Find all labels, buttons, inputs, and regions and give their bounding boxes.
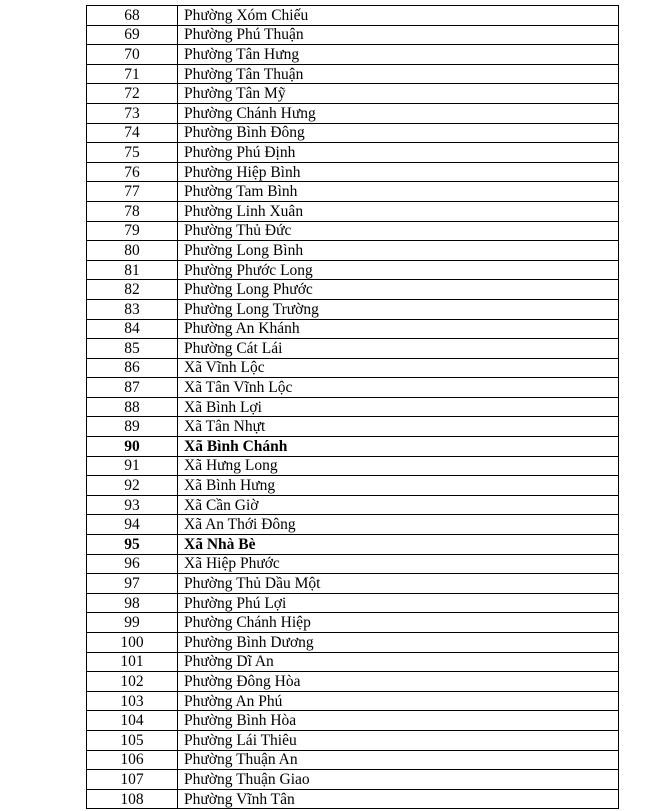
unit-name: Phường Tân Mỹ bbox=[178, 84, 619, 104]
unit-name: Phường An Khánh bbox=[178, 319, 619, 339]
row-number: 98 bbox=[87, 593, 178, 613]
row-number: 88 bbox=[87, 397, 178, 417]
unit-name: Phường Thuận Giao bbox=[178, 770, 619, 790]
unit-name: Phường Chánh Hiệp bbox=[178, 613, 619, 633]
row-number: 74 bbox=[87, 123, 178, 143]
table-row bbox=[87, 652, 619, 672]
row-number: 83 bbox=[87, 299, 178, 319]
row-number: 79 bbox=[87, 221, 178, 241]
row-number: 87 bbox=[87, 378, 178, 398]
table-row bbox=[87, 339, 619, 359]
administrative-units-table bbox=[86, 5, 619, 809]
unit-name: Xã Tân Nhựt bbox=[178, 417, 619, 437]
table-row bbox=[87, 633, 619, 653]
unit-name: Xã Nhà Bè bbox=[178, 535, 619, 555]
table-row bbox=[87, 84, 619, 104]
table-row bbox=[87, 319, 619, 339]
unit-name: Xã Vĩnh Lộc bbox=[178, 358, 619, 378]
row-number: 78 bbox=[87, 201, 178, 221]
row-number: 70 bbox=[87, 45, 178, 65]
row-number: 81 bbox=[87, 260, 178, 280]
unit-name: Xã Bình Chánh bbox=[178, 437, 619, 457]
unit-name: Phường Đông Hòa bbox=[178, 672, 619, 692]
table-row bbox=[87, 770, 619, 790]
table-row bbox=[87, 711, 619, 731]
unit-name: Xã Bình Hưng bbox=[178, 476, 619, 496]
table-row bbox=[87, 730, 619, 750]
row-number: 72 bbox=[87, 84, 178, 104]
row-number: 86 bbox=[87, 358, 178, 378]
row-number: 91 bbox=[87, 456, 178, 476]
row-number: 89 bbox=[87, 417, 178, 437]
unit-name: Phường Long Phước bbox=[178, 280, 619, 300]
table-row bbox=[87, 123, 619, 143]
unit-name: Xã Hưng Long bbox=[178, 456, 619, 476]
table-row bbox=[87, 515, 619, 535]
unit-name: Phường Cát Lái bbox=[178, 339, 619, 359]
table-row bbox=[87, 103, 619, 123]
table-row bbox=[87, 456, 619, 476]
row-number: 95 bbox=[87, 535, 178, 555]
row-number: 82 bbox=[87, 280, 178, 300]
row-number: 92 bbox=[87, 476, 178, 496]
table-body bbox=[87, 6, 619, 809]
row-number: 73 bbox=[87, 103, 178, 123]
unit-name: Phường Long Bình bbox=[178, 241, 619, 261]
unit-name: Phường Linh Xuân bbox=[178, 201, 619, 221]
unit-name: Phường Thuận An bbox=[178, 750, 619, 770]
row-number: 106 bbox=[87, 750, 178, 770]
table-row bbox=[87, 299, 619, 319]
table-row bbox=[87, 476, 619, 496]
unit-name: Xã Bình Lợi bbox=[178, 397, 619, 417]
table-row bbox=[87, 417, 619, 437]
row-number: 93 bbox=[87, 495, 178, 515]
table-row bbox=[87, 221, 619, 241]
row-number: 80 bbox=[87, 241, 178, 261]
table-row bbox=[87, 535, 619, 555]
row-number: 100 bbox=[87, 633, 178, 653]
unit-name: Phường Thủ Đức bbox=[178, 221, 619, 241]
row-number: 90 bbox=[87, 437, 178, 457]
unit-name: Phường Bình Hòa bbox=[178, 711, 619, 731]
table-row bbox=[87, 378, 619, 398]
unit-name: Xã Cần Giờ bbox=[178, 495, 619, 515]
table-row bbox=[87, 162, 619, 182]
row-number: 104 bbox=[87, 711, 178, 731]
table-row bbox=[87, 691, 619, 711]
unit-name: Phường Tam Bình bbox=[178, 182, 619, 202]
table-row bbox=[87, 554, 619, 574]
unit-name: Phường Hiệp Bình bbox=[178, 162, 619, 182]
table-row bbox=[87, 593, 619, 613]
unit-name: Phường Bình Đông bbox=[178, 123, 619, 143]
unit-name: Phường Lái Thiêu bbox=[178, 730, 619, 750]
unit-name: Phường Thủ Dầu Một bbox=[178, 574, 619, 594]
unit-name: Phường Tân Hưng bbox=[178, 45, 619, 65]
unit-name: Phường Xóm Chiếu bbox=[178, 6, 619, 26]
unit-name: Phường Long Trường bbox=[178, 299, 619, 319]
table-row bbox=[87, 260, 619, 280]
row-number: 85 bbox=[87, 339, 178, 359]
row-number: 97 bbox=[87, 574, 178, 594]
unit-name: Phường Phú Thuận bbox=[178, 25, 619, 45]
row-number: 76 bbox=[87, 162, 178, 182]
row-number: 69 bbox=[87, 25, 178, 45]
table-row bbox=[87, 495, 619, 515]
table-row bbox=[87, 64, 619, 84]
row-number: 75 bbox=[87, 143, 178, 163]
row-number: 101 bbox=[87, 652, 178, 672]
unit-name: Phường Chánh Hưng bbox=[178, 103, 619, 123]
unit-name: Phường Tân Thuận bbox=[178, 64, 619, 84]
unit-name: Xã Hiệp Phước bbox=[178, 554, 619, 574]
table-row bbox=[87, 397, 619, 417]
row-number: 102 bbox=[87, 672, 178, 692]
unit-name: Phường Bình Dương bbox=[178, 633, 619, 653]
unit-name: Phường Phú Định bbox=[178, 143, 619, 163]
table-row bbox=[87, 358, 619, 378]
row-number: 108 bbox=[87, 789, 178, 809]
table-row bbox=[87, 672, 619, 692]
unit-name: Phường Vĩnh Tân bbox=[178, 789, 619, 809]
table-row bbox=[87, 437, 619, 457]
unit-name: Phường An Phú bbox=[178, 691, 619, 711]
table-row bbox=[87, 182, 619, 202]
table-row bbox=[87, 6, 619, 26]
table-row bbox=[87, 201, 619, 221]
table-row bbox=[87, 574, 619, 594]
unit-name: Phường Dĩ An bbox=[178, 652, 619, 672]
row-number: 107 bbox=[87, 770, 178, 790]
row-number: 103 bbox=[87, 691, 178, 711]
row-number: 96 bbox=[87, 554, 178, 574]
row-number: 94 bbox=[87, 515, 178, 535]
row-number: 105 bbox=[87, 730, 178, 750]
row-number: 71 bbox=[87, 64, 178, 84]
table-row bbox=[87, 143, 619, 163]
table-row bbox=[87, 45, 619, 65]
table-row bbox=[87, 789, 619, 809]
unit-name: Xã An Thới Đông bbox=[178, 515, 619, 535]
row-number: 99 bbox=[87, 613, 178, 633]
table-row bbox=[87, 280, 619, 300]
table-row bbox=[87, 613, 619, 633]
cropped-header-fragment bbox=[196, 0, 516, 4]
table-row bbox=[87, 750, 619, 770]
table-row bbox=[87, 241, 619, 261]
unit-name: Xã Tân Vĩnh Lộc bbox=[178, 378, 619, 398]
row-number: 84 bbox=[87, 319, 178, 339]
row-number: 77 bbox=[87, 182, 178, 202]
row-number: 68 bbox=[87, 6, 178, 26]
unit-name: Phường Phú Lợi bbox=[178, 593, 619, 613]
table-row bbox=[87, 25, 619, 45]
unit-name: Phường Phước Long bbox=[178, 260, 619, 280]
